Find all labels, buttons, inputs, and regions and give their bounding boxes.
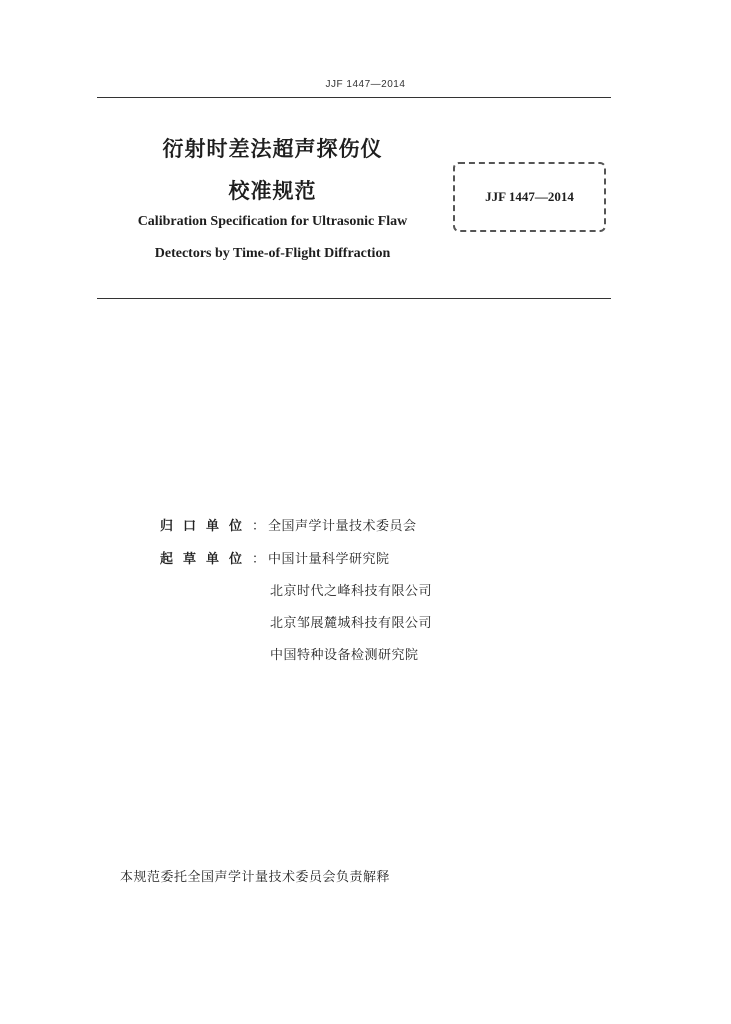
title-chinese-line2: 校准规范	[228, 179, 317, 203]
responsible-unit-row	[160, 515, 417, 534]
title-english-line2: Detectors by Time-of-Flight Diffraction	[154, 246, 391, 261]
bottom-rule	[97, 298, 611, 299]
drafting-unit-value-1: 中国计量科学研究院	[268, 552, 390, 567]
header-spec-code: JJF 1447—2014	[325, 79, 406, 90]
top-rule	[97, 97, 611, 98]
drafting-unit-label: 起草单位：	[160, 552, 266, 567]
drafting-unit-value-2: 北京时代之峰科技有限公司	[270, 584, 433, 599]
responsible-unit-label: 归口单位：	[160, 519, 266, 534]
drafting-unit-value-4: 中国特种设备检测研究院	[270, 648, 419, 663]
drafting-unit-row	[160, 548, 390, 567]
responsible-unit-value: 全国声学计量技术委员会	[268, 519, 417, 534]
drafting-unit-value-3: 北京邹展麓城科技有限公司	[270, 616, 433, 631]
spec-code-box-text: JJF 1447—2014	[485, 189, 574, 204]
interpretation-note: 本规范委托全国声学计量技术委员会负责解释	[120, 870, 391, 885]
title-english-line1: Calibration Specification for Ultrasonic Flaw	[137, 214, 408, 229]
title-chinese-line1: 衍射时差法超声探伤仪	[162, 137, 383, 161]
spec-code-box	[453, 162, 606, 232]
